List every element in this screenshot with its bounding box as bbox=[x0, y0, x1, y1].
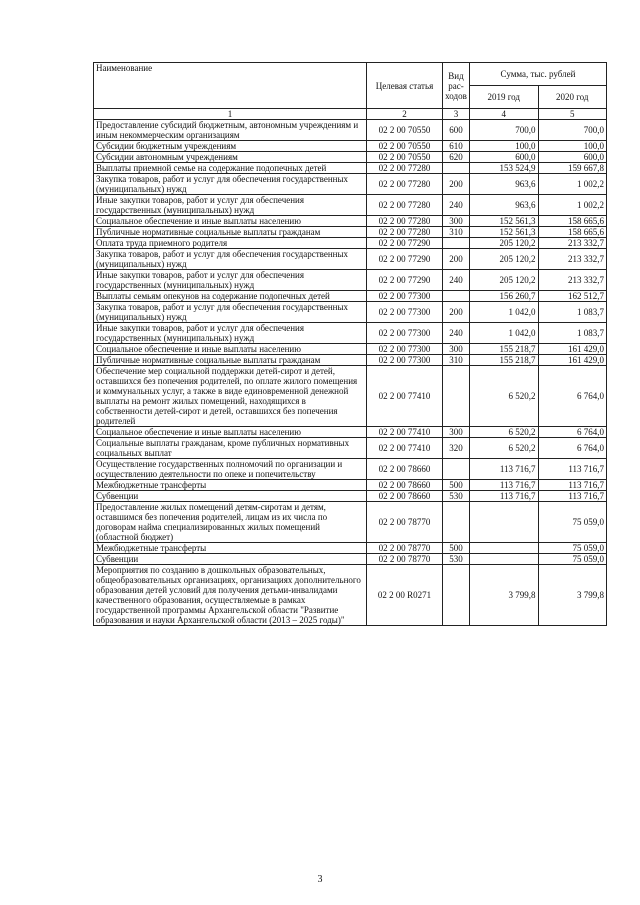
row-sum-2019: 963,6 bbox=[470, 174, 539, 195]
row-sum-2019: 600,0 bbox=[470, 152, 539, 163]
row-code: 02 2 00 78660 bbox=[367, 480, 443, 491]
row-code: 02 2 00 77290 bbox=[367, 249, 443, 270]
row-vid: 240 bbox=[443, 323, 470, 344]
row-sum-2020: 3 799,8 bbox=[538, 565, 607, 626]
row-name: Социальное обеспечение и иные выплаты населению bbox=[94, 344, 367, 355]
row-vid: 300 bbox=[443, 216, 470, 227]
col-index: 2 bbox=[367, 109, 443, 120]
budget-table bbox=[93, 62, 607, 626]
row-sum-2020: 1 002,2 bbox=[538, 195, 607, 216]
row-sum-2019: 113 716,7 bbox=[470, 491, 539, 502]
row-vid: 310 bbox=[443, 227, 470, 238]
row-name: Иные закупки товаров, работ и услуг для обеспечения государственных (муниципальных) нужд bbox=[94, 323, 367, 344]
page-number: 3 bbox=[317, 874, 323, 885]
row-vid bbox=[443, 502, 470, 543]
table-row bbox=[94, 270, 607, 291]
row-name: Выплаты семьям опекунов на содержание подопечных детей bbox=[94, 291, 367, 302]
row-vid bbox=[443, 291, 470, 302]
row-sum-2020: 113 716,7 bbox=[538, 459, 607, 480]
table-row bbox=[94, 565, 607, 626]
row-sum-2020: 1 083,7 bbox=[538, 302, 607, 323]
row-vid: 500 bbox=[443, 543, 470, 554]
row-name: Публичные нормативные социальные выплаты гражданам bbox=[94, 355, 367, 366]
table-row bbox=[94, 491, 607, 502]
row-sum-2020: 213 332,7 bbox=[538, 249, 607, 270]
table-row bbox=[94, 427, 607, 438]
row-sum-2020: 6 764,0 bbox=[538, 427, 607, 438]
row-vid: 200 bbox=[443, 302, 470, 323]
row-code: 02 2 00 78770 bbox=[367, 502, 443, 543]
row-name: Закупка товаров, работ и услуг для обеспечения государственных (муниципальных) нужд bbox=[94, 249, 367, 270]
row-sum-2020: 600,0 bbox=[538, 152, 607, 163]
row-name: Закупка товаров, работ и услуг для обеспечения государственных (муниципальных) нужд bbox=[94, 174, 367, 195]
row-vid: 530 bbox=[443, 554, 470, 565]
table-row bbox=[94, 459, 607, 480]
row-sum-2020: 158 665,6 bbox=[538, 216, 607, 227]
row-name: Социальное обеспечение и иные выплаты населению bbox=[94, 427, 367, 438]
col-index: 3 bbox=[443, 109, 470, 120]
row-name: Субсидии автономным учреждениям bbox=[94, 152, 367, 163]
row-sum-2019: 100,0 bbox=[470, 141, 539, 152]
table-row bbox=[94, 195, 607, 216]
row-code: 02 2 00 77300 bbox=[367, 344, 443, 355]
col-header-vid: Вид рас-ходов bbox=[443, 63, 470, 109]
row-vid: 500 bbox=[443, 480, 470, 491]
row-name: Межбюджетные трансферты bbox=[94, 480, 367, 491]
col-index: 5 bbox=[538, 109, 607, 120]
table-row bbox=[94, 216, 607, 227]
row-code: 02 2 00 R0271 bbox=[367, 565, 443, 626]
table-row bbox=[94, 227, 607, 238]
row-code: 02 2 00 77300 bbox=[367, 355, 443, 366]
row-name: Субсидии бюджетным учреждениям bbox=[94, 141, 367, 152]
row-sum-2020: 162 512,7 bbox=[538, 291, 607, 302]
table-body bbox=[94, 120, 607, 626]
row-sum-2020: 161 429,0 bbox=[538, 355, 607, 366]
row-sum-2019: 156 260,7 bbox=[470, 291, 539, 302]
row-vid bbox=[443, 163, 470, 174]
col-index: 4 bbox=[470, 109, 539, 120]
row-sum-2019: 1 042,0 bbox=[470, 323, 539, 344]
table-row bbox=[94, 302, 607, 323]
row-name: Социальное обеспечение и иные выплаты населению bbox=[94, 216, 367, 227]
row-vid: 310 bbox=[443, 355, 470, 366]
row-sum-2019: 205 120,2 bbox=[470, 249, 539, 270]
row-sum-2020: 213 332,7 bbox=[538, 270, 607, 291]
row-code: 02 2 00 78660 bbox=[367, 459, 443, 480]
row-name: Межбюджетные трансферты bbox=[94, 543, 367, 554]
row-sum-2020: 159 667,8 bbox=[538, 163, 607, 174]
row-vid bbox=[443, 459, 470, 480]
row-vid: 320 bbox=[443, 438, 470, 459]
table-row bbox=[94, 141, 607, 152]
row-sum-2019: 155 218,7 bbox=[470, 355, 539, 366]
row-sum-2020: 6 764,0 bbox=[538, 366, 607, 427]
table-row bbox=[94, 249, 607, 270]
row-vid: 300 bbox=[443, 344, 470, 355]
table-row bbox=[94, 438, 607, 459]
row-code: 02 2 00 77280 bbox=[367, 195, 443, 216]
row-code: 02 2 00 70550 bbox=[367, 141, 443, 152]
table-row bbox=[94, 152, 607, 163]
row-code: 02 2 00 78770 bbox=[367, 554, 443, 565]
row-sum-2019: 963,6 bbox=[470, 195, 539, 216]
row-name: Социальные выплаты гражданам, кроме публичных нормативных социальных выплат bbox=[94, 438, 367, 459]
col-header-2020: 2020 год bbox=[538, 86, 607, 109]
row-sum-2019: 113 716,7 bbox=[470, 480, 539, 491]
row-name: Оплата труда приемного родителя bbox=[94, 238, 367, 249]
row-sum-2019 bbox=[470, 554, 539, 565]
row-code: 02 2 00 70550 bbox=[367, 120, 443, 141]
col-index: 1 bbox=[94, 109, 367, 120]
row-vid: 530 bbox=[443, 491, 470, 502]
row-sum-2019: 152 561,3 bbox=[470, 216, 539, 227]
row-name: Обеспечение мер социальной поддержки детей-сирот и детей, оставшихся без попечения родителей, по оплате жилого помещения и коммунальных услуг, а также в виде единовременной денежной выплаты на ремонт жилых помещений, находящихся в собственности детей-сирот и детей, оставшихся без попечения родителей bbox=[94, 366, 367, 427]
row-code: 02 2 00 78770 bbox=[367, 543, 443, 554]
row-vid: 620 bbox=[443, 152, 470, 163]
row-code: 02 2 00 77280 bbox=[367, 174, 443, 195]
table-row bbox=[94, 355, 607, 366]
row-code: 02 2 00 77410 bbox=[367, 438, 443, 459]
row-code: 02 2 00 77300 bbox=[367, 302, 443, 323]
row-name: Субвенции bbox=[94, 491, 367, 502]
table-row bbox=[94, 120, 607, 141]
table-row bbox=[94, 554, 607, 565]
row-sum-2020: 161 429,0 bbox=[538, 344, 607, 355]
row-sum-2019: 153 524,9 bbox=[470, 163, 539, 174]
row-vid: 200 bbox=[443, 174, 470, 195]
row-sum-2019: 1 042,0 bbox=[470, 302, 539, 323]
row-sum-2020: 75 059,0 bbox=[538, 543, 607, 554]
table-row bbox=[94, 291, 607, 302]
row-sum-2019: 3 799,8 bbox=[470, 565, 539, 626]
col-header-sum: Сумма, тыс. рублей bbox=[470, 63, 607, 86]
row-name: Субвенции bbox=[94, 554, 367, 565]
row-sum-2020: 6 764,0 bbox=[538, 438, 607, 459]
row-name: Публичные нормативные социальные выплаты гражданам bbox=[94, 227, 367, 238]
row-vid: 240 bbox=[443, 270, 470, 291]
row-name: Иные закупки товаров, работ и услуг для обеспечения государственных (муниципальных) нужд bbox=[94, 195, 367, 216]
row-name: Закупка товаров, работ и услуг для обеспечения государственных (муниципальных) нужд bbox=[94, 302, 367, 323]
table-row bbox=[94, 502, 607, 543]
row-sum-2019: 700,0 bbox=[470, 120, 539, 141]
row-sum-2019: 155 218,7 bbox=[470, 344, 539, 355]
row-sum-2020: 113 716,7 bbox=[538, 480, 607, 491]
col-header-name: Наименование bbox=[94, 63, 367, 109]
row-code: 02 2 00 77290 bbox=[367, 270, 443, 291]
row-code: 02 2 00 77300 bbox=[367, 323, 443, 344]
row-code: 02 2 00 77410 bbox=[367, 366, 443, 427]
row-sum-2019: 152 561,3 bbox=[470, 227, 539, 238]
row-sum-2019: 205 120,2 bbox=[470, 270, 539, 291]
row-code: 02 2 00 77280 bbox=[367, 227, 443, 238]
table-row bbox=[94, 174, 607, 195]
row-sum-2019 bbox=[470, 502, 539, 543]
row-vid bbox=[443, 238, 470, 249]
table-row bbox=[94, 344, 607, 355]
table-row bbox=[94, 163, 607, 174]
row-sum-2019: 6 520,2 bbox=[470, 438, 539, 459]
row-sum-2019: 205 120,2 bbox=[470, 238, 539, 249]
row-sum-2019: 6 520,2 bbox=[470, 427, 539, 438]
row-sum-2020: 113 716,7 bbox=[538, 491, 607, 502]
row-sum-2019 bbox=[470, 543, 539, 554]
row-sum-2020: 1 083,7 bbox=[538, 323, 607, 344]
column-index-row bbox=[94, 109, 607, 120]
row-sum-2020: 75 059,0 bbox=[538, 554, 607, 565]
table-row bbox=[94, 238, 607, 249]
row-name: Предоставление субсидий бюджетным, автономным учреждениям и иным некоммерческим организациям bbox=[94, 120, 367, 141]
row-sum-2019: 113 716,7 bbox=[470, 459, 539, 480]
row-sum-2020: 158 665,6 bbox=[538, 227, 607, 238]
row-sum-2020: 1 002,2 bbox=[538, 174, 607, 195]
row-sum-2020: 100,0 bbox=[538, 141, 607, 152]
row-name: Мероприятия по созданию в дошкольных образовательных, общеобразовательных организациях, организациях дополнительного образования детей условий для получения детьми-инвалидами качественного образования, осуществляемые в рамках государственной программы Архангельской области "Развитие образования и науки Архангельской области (2013 – 2025 годы)" bbox=[94, 565, 367, 626]
table-row bbox=[94, 323, 607, 344]
row-vid: 300 bbox=[443, 427, 470, 438]
col-header-2019: 2019 год bbox=[470, 86, 539, 109]
col-header-code: Целевая статья bbox=[367, 63, 443, 109]
row-vid: 600 bbox=[443, 120, 470, 141]
table-row bbox=[94, 480, 607, 491]
row-code: 02 2 00 77280 bbox=[367, 216, 443, 227]
row-code: 02 2 00 77280 bbox=[367, 163, 443, 174]
row-sum-2019: 6 520,2 bbox=[470, 366, 539, 427]
table-row bbox=[94, 543, 607, 554]
row-vid: 240 bbox=[443, 195, 470, 216]
row-code: 02 2 00 77410 bbox=[367, 427, 443, 438]
row-name: Предоставление жилых помещений детям-сиротам и детям, оставшимся без попечения родителей, лицам из их числа по договорам найма специализированных жилых помещений (областной бюджет) bbox=[94, 502, 367, 543]
row-sum-2020: 700,0 bbox=[538, 120, 607, 141]
row-vid bbox=[443, 565, 470, 626]
row-sum-2020: 213 332,7 bbox=[538, 238, 607, 249]
row-code: 02 2 00 78660 bbox=[367, 491, 443, 502]
row-sum-2020: 75 059,0 bbox=[538, 502, 607, 543]
row-code: 02 2 00 77300 bbox=[367, 291, 443, 302]
row-name: Выплаты приемной семье на содержание подопечных детей bbox=[94, 163, 367, 174]
table-row bbox=[94, 366, 607, 427]
row-name: Осуществление государственных полномочий по организации и осуществлению деятельности по опеке и попечительству bbox=[94, 459, 367, 480]
row-code: 02 2 00 70550 bbox=[367, 152, 443, 163]
row-vid: 200 bbox=[443, 249, 470, 270]
row-vid: 610 bbox=[443, 141, 470, 152]
row-vid bbox=[443, 366, 470, 427]
row-name: Иные закупки товаров, работ и услуг для обеспечения государственных (муниципальных) нужд bbox=[94, 270, 367, 291]
row-code: 02 2 00 77290 bbox=[367, 238, 443, 249]
